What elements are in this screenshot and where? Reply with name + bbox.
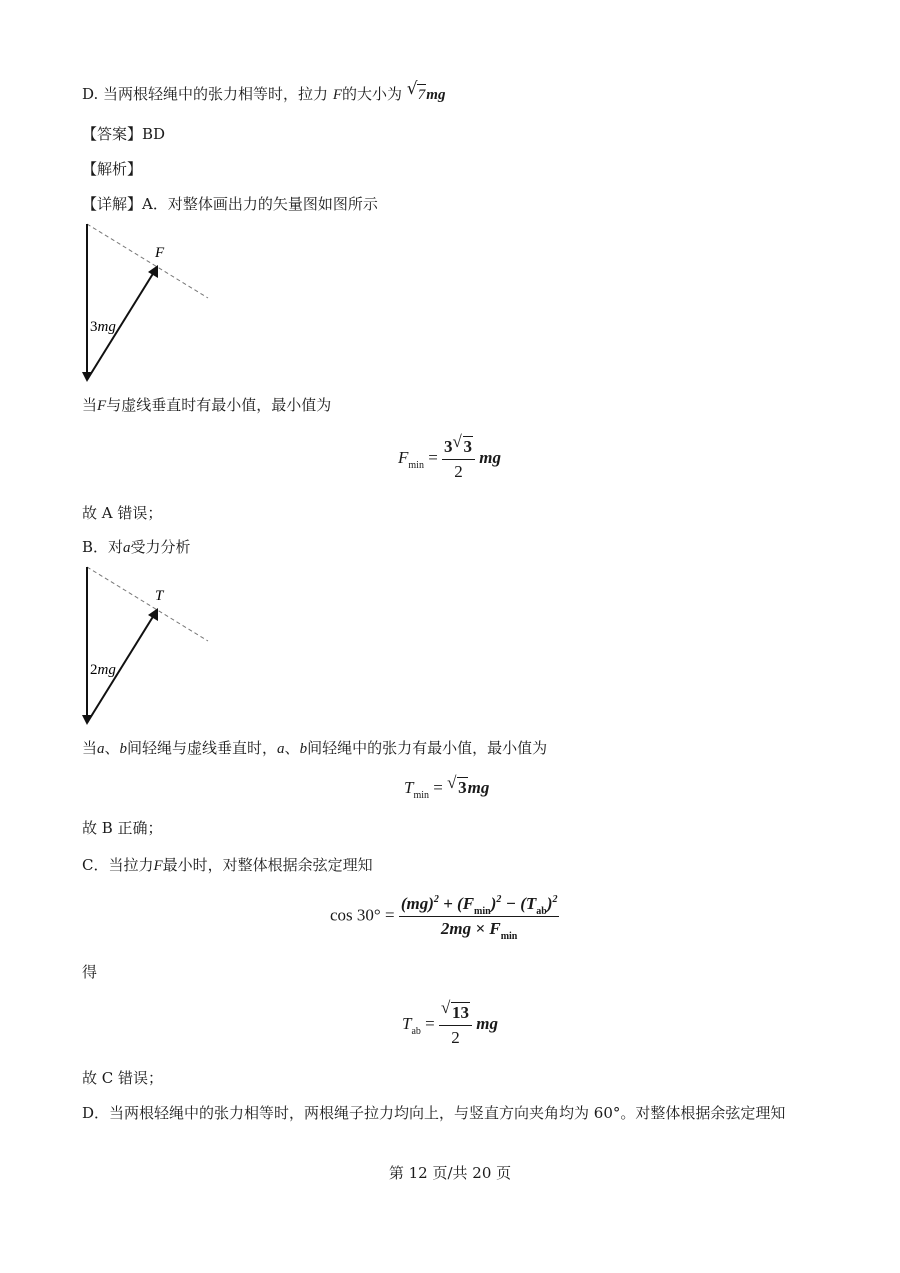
b-min-text: 当a、b间轻绳与虚线垂直时，a、b间轻绳中的张力有最小值，最小值为	[82, 739, 548, 757]
weight-label: 3mg	[90, 319, 116, 335]
weight-label: 2mg	[90, 662, 116, 678]
option-d-line: D. 当两根轻绳中的张力相等时，拉力 F的大小为 √ 7mg	[82, 79, 446, 103]
de-line: 得	[82, 963, 98, 981]
equation-cosine-law: cos 30° = $\frac{(mg)^2 + (F_{min})^2 - (T_{ab})^2}{2mg \times F_{min}}$	[330, 894, 558, 942]
force-arrowhead	[148, 265, 158, 278]
answer-line: 【答案】BD	[82, 125, 166, 143]
tension-arrowhead	[148, 608, 158, 621]
b-intro: B．对a受力分析	[82, 538, 191, 556]
fraction: √ 13 2	[439, 1002, 472, 1048]
force-diagram-2	[78, 563, 218, 729]
analysis-heading: 【解析】	[82, 160, 143, 178]
equation-fmin: $F_{min}$ = 3 √ 3 2 mg	[398, 432, 502, 481]
tension-label: T	[155, 588, 164, 604]
dashed-reference-line	[87, 224, 208, 298]
force-diagram-1	[78, 220, 218, 386]
force-label: F	[155, 245, 165, 261]
fraction: $\frac{(mg)^2 + (F_{min})^2 - (T_{ab})^2}{2mg \times F_{min}}$	[400, 894, 558, 942]
equation-tmin: $T_{min}$ = √ 3mg	[404, 773, 490, 801]
detail-a-line: 【详解】A．对整体画出力的矢量图如图所示	[82, 195, 378, 213]
d-text: D．当两根轻绳中的张力相等时，两根绳子拉力均向上，与竖直方向夹角均为 60°。对整体根据余弦定理知	[82, 1104, 786, 1122]
dashed-reference-line	[87, 567, 208, 641]
a-min-text: 当F与虚线垂直时有最小值，最小值为	[82, 396, 332, 414]
sqrt-7: √ 7	[406, 79, 426, 103]
c-intro: C．当拉力F最小时，对整体根据余弦定理知	[82, 856, 373, 874]
a-conclusion: 故 A 错误；	[82, 504, 163, 522]
equation-tab: $T_{ab}$ = √ 13 2 mg	[402, 998, 498, 1047]
c-conclusion: 故 C 错误；	[82, 1069, 164, 1087]
b-conclusion: 故 B 正确；	[82, 819, 163, 837]
fraction: 3 √ 3 2	[442, 436, 475, 482]
page-footer: 第 12 页/共 20 页	[388, 1164, 512, 1182]
